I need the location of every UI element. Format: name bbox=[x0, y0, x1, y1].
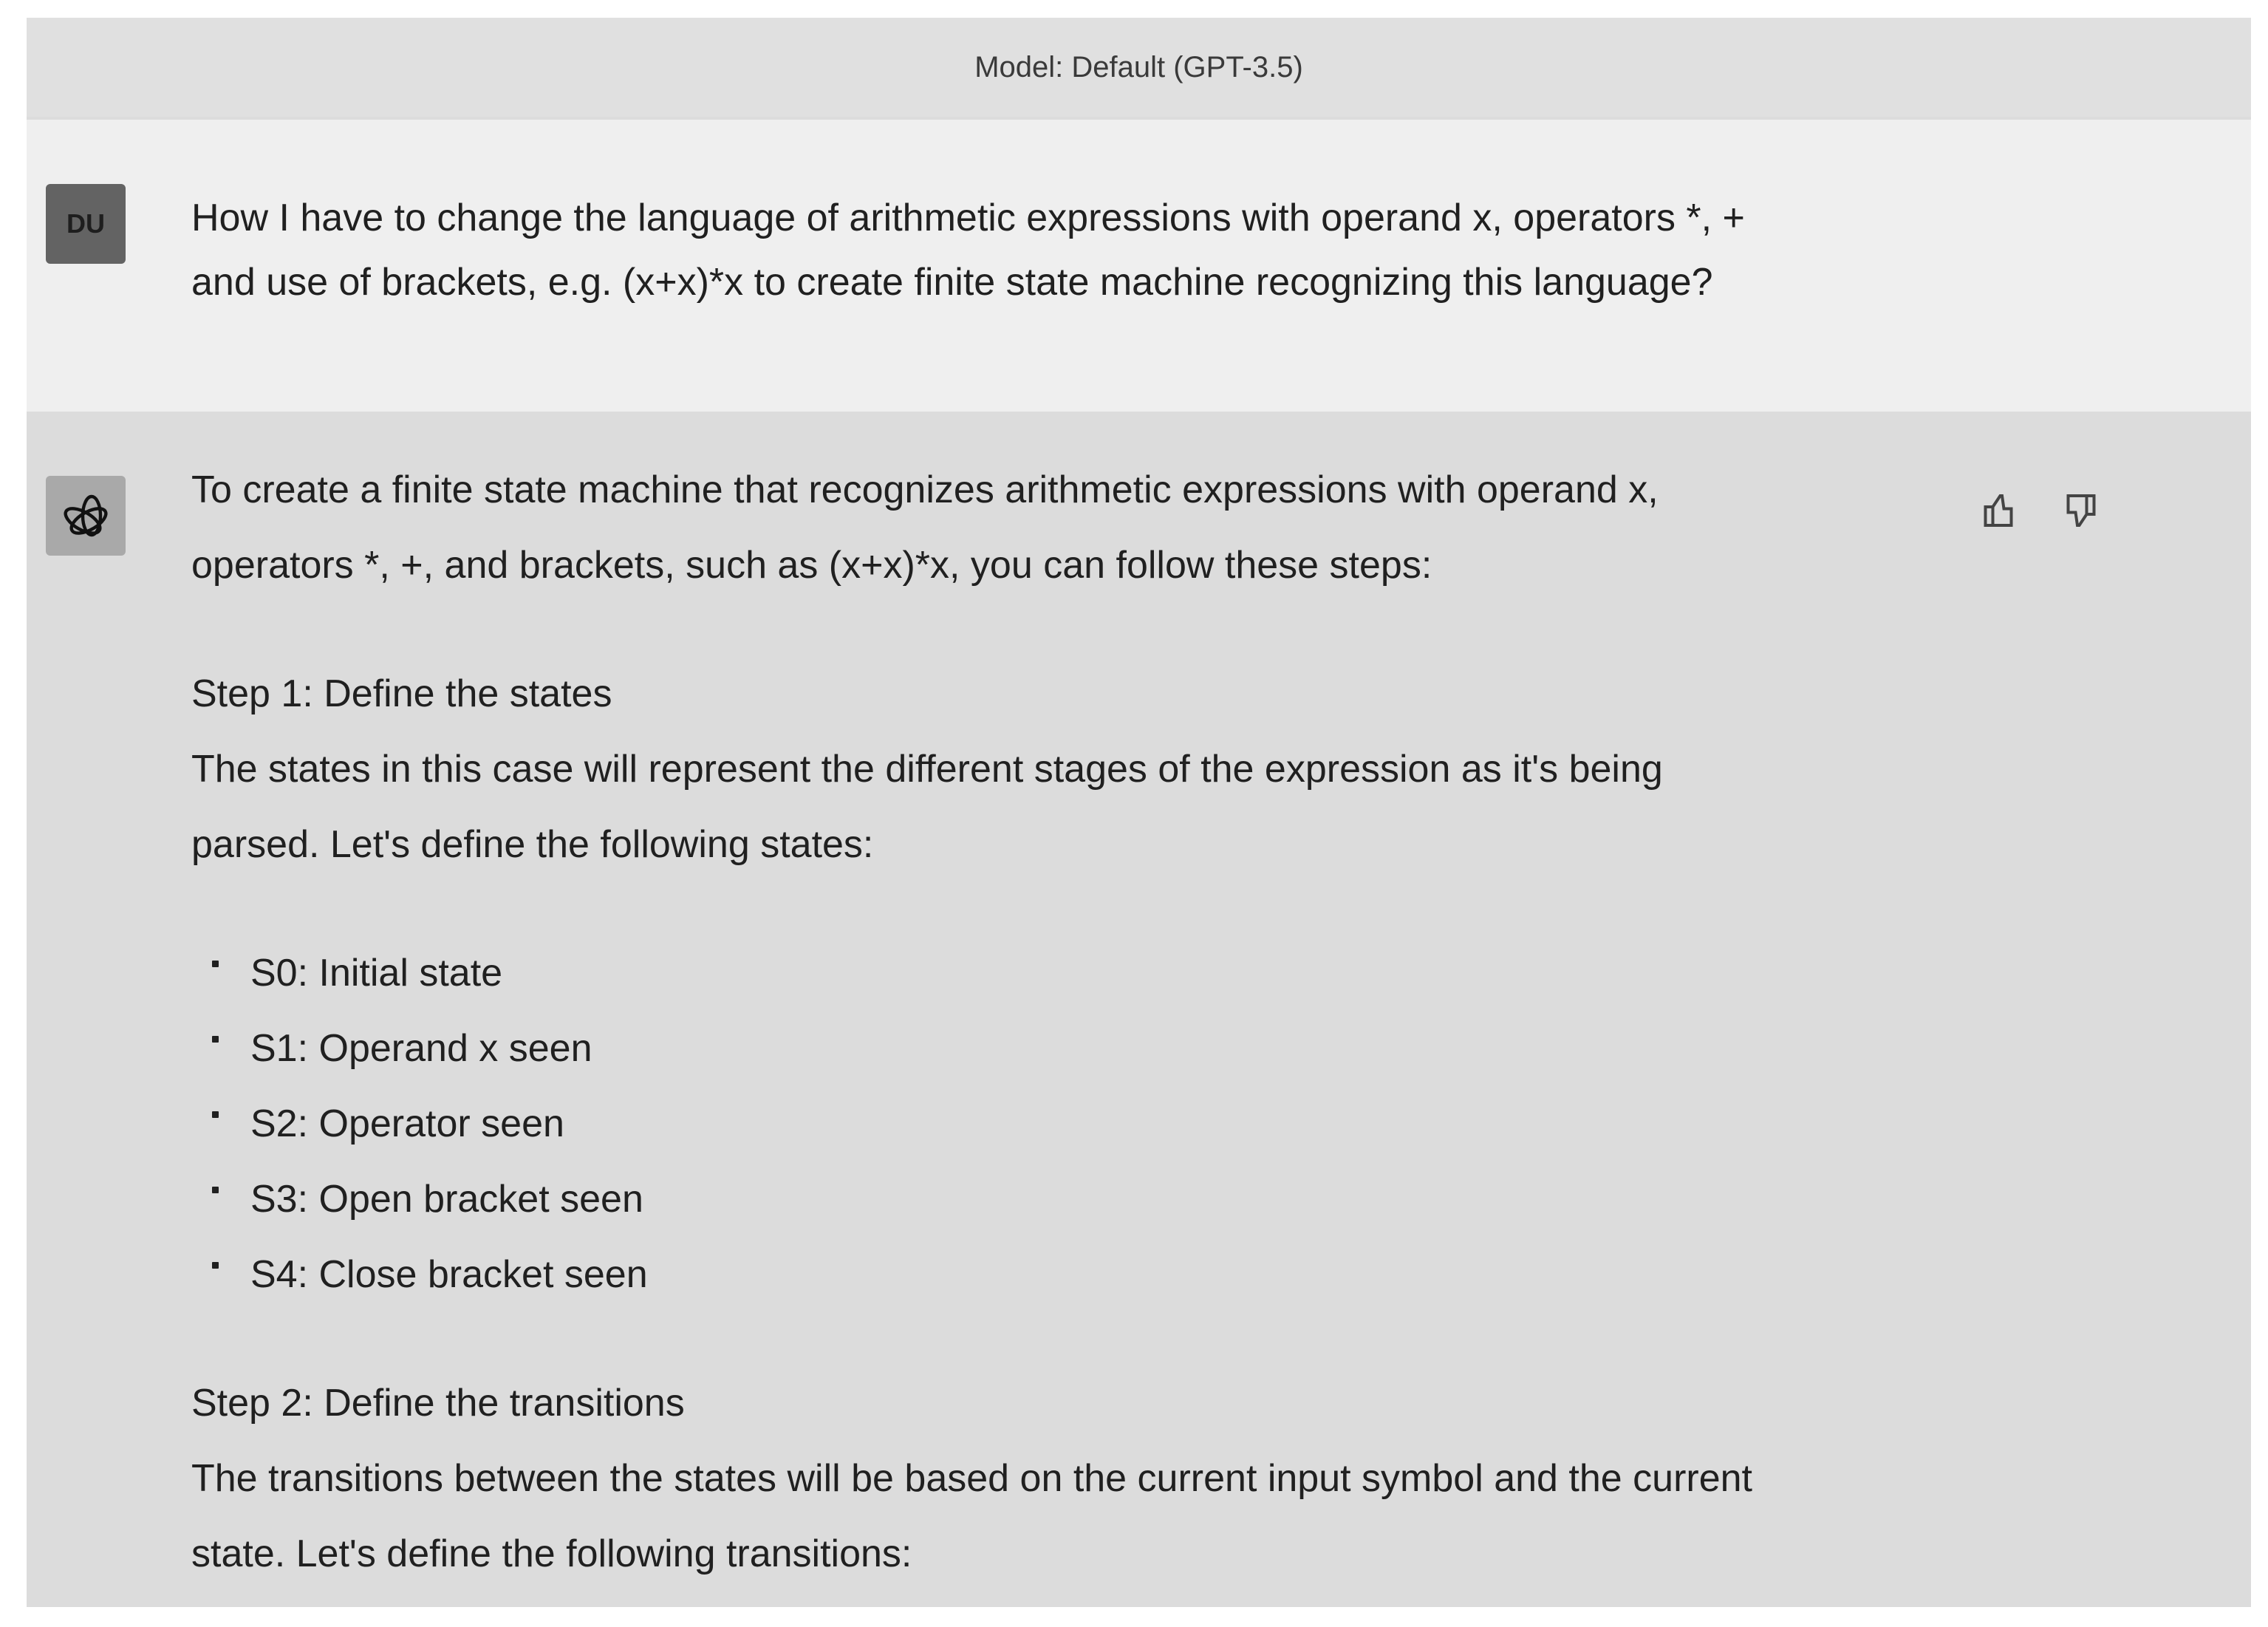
state-label: S0: Initial state bbox=[250, 952, 503, 995]
message-line: How I have to change the language of arithmetic expressions with operand x, operators *, + bbox=[191, 197, 1745, 239]
state-label: S3: Open bracket seen bbox=[250, 1178, 643, 1221]
text-line: The transitions between the states will be based on the current input symbol and the current bbox=[191, 1457, 1752, 1500]
text-line: The states in this case will represent the different stages of the expression as it's being bbox=[191, 748, 1663, 791]
list-item bbox=[191, 1237, 1752, 1312]
bullet-icon bbox=[212, 1262, 219, 1269]
text-line: operators *, +, and brackets, such as (x+x)*x, you can follow these steps: bbox=[191, 544, 1432, 587]
openai-logo-icon bbox=[46, 476, 126, 556]
user-message-text bbox=[191, 186, 1745, 315]
step1-section bbox=[191, 656, 1752, 882]
assistant-message-text bbox=[191, 452, 1752, 1592]
user-message bbox=[27, 120, 2251, 412]
list-item bbox=[191, 1011, 1752, 1086]
intro-paragraph bbox=[191, 452, 1752, 603]
chat-panel bbox=[27, 18, 2251, 1607]
state-label: S1: Operand x seen bbox=[250, 1027, 592, 1070]
thumbs-up-icon[interactable] bbox=[1980, 488, 2024, 533]
states-list bbox=[191, 935, 1752, 1312]
list-item bbox=[191, 1086, 1752, 1162]
state-label: S4: Close bracket seen bbox=[250, 1253, 648, 1296]
bullet-icon bbox=[212, 961, 219, 967]
state-label: S2: Operator seen bbox=[250, 1102, 564, 1145]
step2-title: Step 2: Define the transitions bbox=[191, 1382, 685, 1425]
message-line: and use of brackets, e.g. (x+x)*x to create finite state machine recognizing this language? bbox=[191, 261, 1713, 304]
step1-title: Step 1: Define the states bbox=[191, 672, 612, 715]
bullet-icon bbox=[212, 1111, 219, 1118]
text-line: state. Let's define the following transitions: bbox=[191, 1532, 912, 1575]
bullet-icon bbox=[212, 1036, 219, 1043]
list-item bbox=[191, 935, 1752, 1011]
model-header bbox=[27, 18, 2251, 117]
bullet-icon bbox=[212, 1187, 219, 1193]
list-item bbox=[191, 1162, 1752, 1237]
avatar-initials: DU bbox=[66, 208, 105, 239]
step2-section bbox=[191, 1365, 1752, 1592]
thumbs-down-icon[interactable] bbox=[2055, 488, 2100, 533]
text-line: To create a finite state machine that recognizes arithmetic expressions with operand x, bbox=[191, 468, 1659, 511]
assistant-message bbox=[27, 415, 2251, 1607]
text-line: parsed. Let's define the following states: bbox=[191, 823, 874, 866]
model-title: Model: Default (GPT-3.5) bbox=[974, 50, 1303, 83]
user-avatar bbox=[46, 184, 126, 264]
